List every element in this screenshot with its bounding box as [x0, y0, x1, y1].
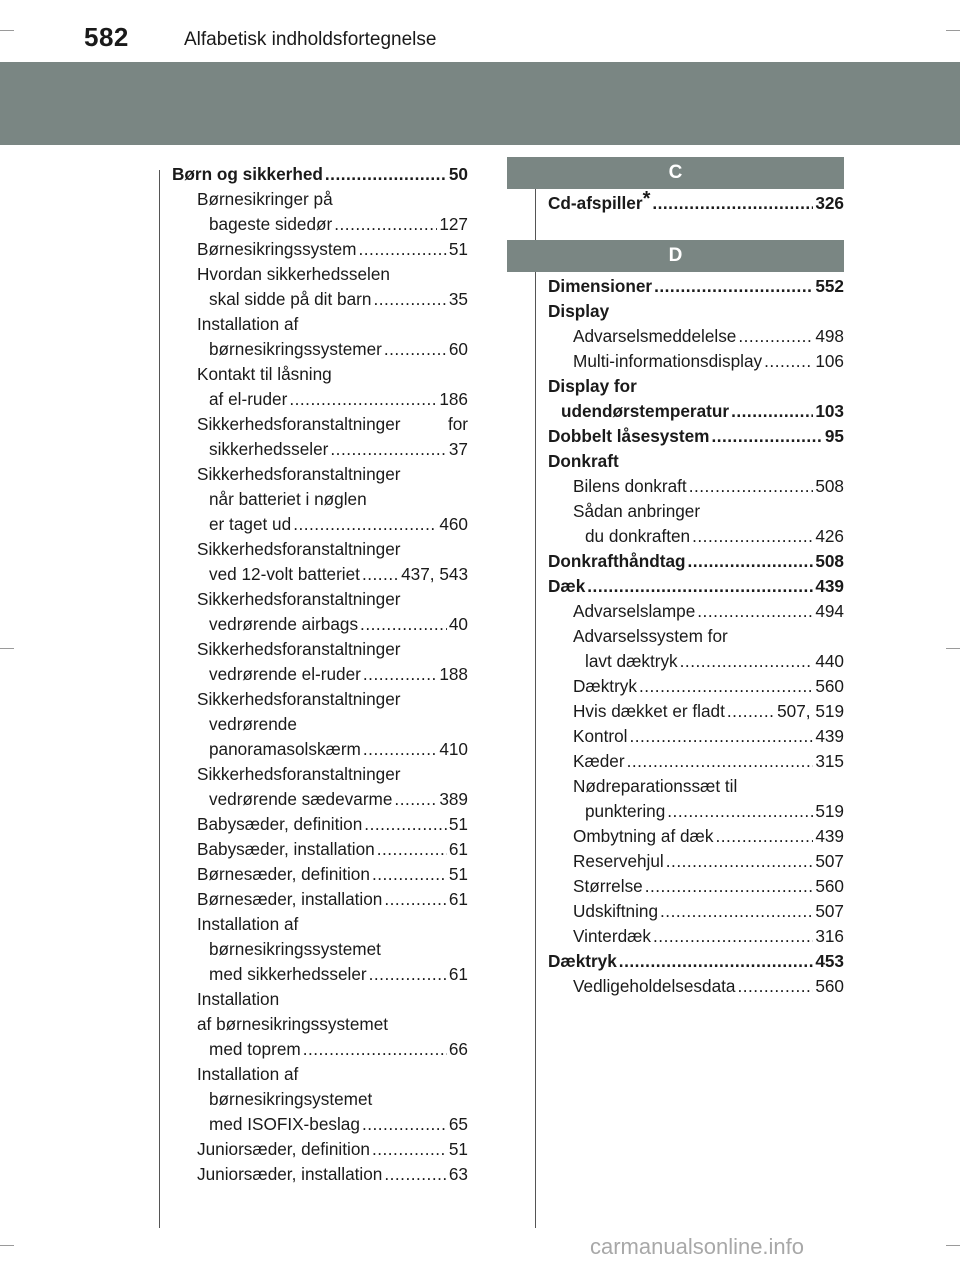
dot-leader [680, 649, 814, 674]
entry-term: Børn og sikkerhed [172, 164, 323, 184]
entry-term: børnesikringssystemer [209, 339, 382, 359]
entry-term: sikkerhedsseler [209, 439, 329, 459]
crop-mark [0, 1245, 14, 1246]
index-entry [548, 849, 844, 874]
dot-leader [587, 574, 813, 599]
index-entry [548, 274, 844, 299]
index-subheading: børnesikringsystemet [209, 1089, 373, 1109]
entry-page-number: 507 [815, 901, 844, 921]
dot-leader [394, 787, 437, 812]
dot-leader [360, 612, 447, 637]
entry-term: udendørstemperatur [561, 401, 730, 421]
entry-page-number: 315 [815, 751, 844, 771]
index-entry [172, 837, 468, 862]
entry-page-number: 51 [448, 239, 468, 259]
index-entry [548, 549, 844, 574]
index-subheading: Advarselssystem for [573, 626, 728, 646]
dot-leader [715, 824, 813, 849]
entry-term: for [447, 414, 468, 434]
index-subheading: Hvordan sikkerhedsselen [197, 264, 390, 284]
entry-term: Udskiftning [573, 901, 659, 921]
entry-page-number: 552 [815, 276, 844, 296]
index-subheading: Installation [197, 989, 280, 1009]
index-entry [172, 737, 468, 762]
index-entry [172, 862, 468, 887]
dot-leader [384, 887, 447, 912]
index-subheading: Sikkerhedsforanstaltninger [197, 589, 401, 609]
entry-page-number: 186 [439, 389, 468, 409]
index-entry [172, 162, 468, 187]
dot-leader [384, 1162, 447, 1187]
index-entry [548, 674, 844, 699]
entry-term: Ombytning af dæk [573, 826, 714, 846]
entry-term: vedrørende el-ruder [209, 664, 361, 684]
entry-page-number: 439 [815, 576, 844, 596]
dot-leader [653, 924, 813, 949]
entry-page-number: 437, 543 [401, 564, 468, 584]
crop-mark [946, 648, 960, 649]
entry-page-number: 37 [448, 439, 468, 459]
page-header [0, 0, 960, 62]
dot-leader [289, 387, 437, 412]
entry-term: ved 12-volt batteriet [209, 564, 360, 584]
entry-page-number: 66 [448, 1039, 468, 1059]
watermark: carmanualsonline.info [590, 1234, 805, 1259]
index-entry [172, 412, 468, 437]
index-entry [548, 924, 844, 949]
index-entry [548, 349, 844, 374]
entry-term: Reservehjul [573, 851, 664, 871]
left-index-column [172, 162, 468, 1187]
page-number: 582 [84, 22, 129, 52]
dot-leader [652, 191, 813, 216]
index-entry [172, 887, 468, 912]
dot-leader [619, 949, 814, 974]
index-entry [172, 387, 468, 412]
dot-leader [688, 549, 814, 574]
entry-page-number: 439 [815, 726, 844, 746]
entry-term: punktering [585, 801, 666, 821]
index-entry [548, 649, 844, 674]
index-subheading: Installation af [197, 1064, 299, 1084]
index-entry [548, 474, 844, 499]
dot-leader [692, 524, 813, 549]
crop-mark [946, 30, 960, 31]
entry-page-number: 51 [448, 814, 468, 834]
dot-leader [629, 724, 813, 749]
dot-leader [303, 1037, 447, 1062]
dot-leader [334, 212, 437, 237]
index-subheading: Sikkerhedsforanstaltninger [197, 639, 401, 659]
index-entry [548, 899, 844, 924]
dot-leader [667, 799, 813, 824]
entry-term: Børnesæder, definition [197, 864, 370, 884]
entry-term: bageste sidedør [209, 214, 333, 234]
index-entry [172, 437, 468, 462]
entry-page-number: 51 [448, 864, 468, 884]
entry-term: skal sidde på dit barn [209, 289, 372, 309]
index-entry [172, 1162, 468, 1187]
entry-term: Juniorsæder, definition [197, 1139, 370, 1159]
dot-leader [727, 699, 775, 724]
entry-page-number: 560 [815, 876, 844, 896]
index-entry: Cd-afspiller * ..... 326 [548, 191, 844, 216]
entry-term: du donkraften [585, 526, 691, 546]
index-entry [548, 724, 844, 749]
entry-term: med ISOFIX-beslag [209, 1114, 360, 1134]
entry-term: Hvis dækket er fladt [573, 701, 725, 721]
crop-mark [946, 1245, 960, 1246]
index-subheading: Display [548, 301, 610, 321]
dot-leader [737, 974, 813, 999]
entry-page-number: 507, 519 [777, 701, 844, 721]
entry-term: Multi-informationsdisplay [573, 351, 763, 371]
index-entry [172, 1037, 468, 1062]
letter-section-header: C [507, 157, 844, 189]
entry-term: Børnesikringssystem [197, 239, 357, 259]
dot-leader [627, 749, 814, 774]
dot-leader [660, 899, 813, 924]
index-entry [548, 749, 844, 774]
dot-leader [325, 162, 447, 187]
dot-leader [363, 662, 437, 687]
dot-leader [639, 674, 813, 699]
entry-term: Sikkerhedsforanstaltninger [197, 414, 401, 434]
index-entry [172, 1112, 468, 1137]
dot-leader [362, 562, 399, 587]
column-divider-left [159, 170, 160, 1228]
entry-page-number: 426 [815, 526, 844, 546]
index-subheading: Nødreparationssæt til [573, 776, 738, 796]
entry-page-number: 460 [439, 514, 468, 534]
entry-term: af el-ruder [209, 389, 288, 409]
index-entry [548, 949, 844, 974]
entry-term: Babysæder, installation [197, 839, 375, 859]
index-entry [548, 974, 844, 999]
letter-section-header: D [507, 240, 844, 272]
entry-page-number: 507 [815, 851, 844, 871]
index-entry [172, 787, 468, 812]
dot-leader [330, 437, 446, 462]
entry-term: Cd-afspiller [548, 193, 643, 213]
index-entry [172, 337, 468, 362]
entry-page-number: 519 [815, 801, 844, 821]
entry-term: Vinterdæk [573, 926, 652, 946]
entry-page-number: 63 [448, 1164, 468, 1184]
index-subheading: Installation af [197, 314, 299, 334]
index-subheading: Donkraft [548, 451, 619, 471]
dot-leader [711, 424, 822, 449]
entry-page-number: 316 [815, 926, 844, 946]
index-entry [172, 212, 468, 237]
index-subheading: når batteriet i nøglen [209, 489, 367, 509]
dot-leader [377, 837, 447, 862]
index-entry [172, 812, 468, 837]
entry-page-number: 35 [448, 289, 468, 309]
index-subheading: Sikkerhedsforanstaltninger [197, 764, 401, 784]
entry-term: vedrørende airbags [209, 614, 359, 634]
index-entry [548, 399, 844, 424]
dot-leader [293, 512, 437, 537]
crop-mark [0, 30, 14, 31]
entry-page-number: 410 [439, 739, 468, 759]
header-band [0, 62, 960, 145]
dot-leader [645, 874, 814, 899]
index-entry [548, 524, 844, 549]
entry-page-number: 188 [439, 664, 468, 684]
dot-leader [373, 287, 446, 312]
index-subheading: Display for [548, 376, 637, 396]
entry-page-number: 494 [815, 601, 844, 621]
entry-term: lavt dæktryk [585, 651, 678, 671]
letter-section-body [507, 189, 844, 216]
dot-leader [666, 849, 814, 874]
entry-term: Børnesæder, installation [197, 889, 383, 909]
dot-leader [372, 862, 447, 887]
entry-page-number: 106 [815, 351, 844, 371]
index-entry [172, 562, 468, 587]
entry-page-number: 103 [815, 401, 844, 421]
index-entry [548, 824, 844, 849]
entry-term: Advarselslampe [573, 601, 696, 621]
index-entry [548, 574, 844, 599]
section-title: Alfabetisk indholdsfortegnelse [184, 29, 437, 50]
entry-term: Donkrafthåndtag [548, 551, 686, 571]
entry-term: Dimensioner [548, 276, 653, 296]
index-entry [548, 424, 844, 449]
entry-page-number: 560 [815, 976, 844, 996]
index-entry [548, 699, 844, 724]
entry-term: er taget ud [209, 514, 292, 534]
index-entry [172, 1137, 468, 1162]
dot-leader [697, 599, 813, 624]
index-subheading: Børnesikringer på [197, 189, 333, 209]
dot-leader [738, 324, 813, 349]
entry-term: panoramasolskærm [209, 739, 361, 759]
index-subheading: Sådan anbringer [573, 501, 701, 521]
entry-page-number: 40 [448, 614, 468, 634]
entry-page-number: 389 [439, 789, 468, 809]
entry-term: Kæder [573, 751, 625, 771]
index-entry [548, 799, 844, 824]
dot-leader [364, 812, 447, 837]
index-subheading: Kontakt til låsning [197, 364, 332, 384]
entry-page-number: 61 [448, 889, 468, 909]
index-entry [172, 962, 468, 987]
index-subheading: børnesikringssystemet [209, 939, 381, 959]
index-entry [548, 599, 844, 624]
entry-page-number: 326 [815, 193, 844, 213]
entry-term: med sikkerhedsseler [209, 964, 367, 984]
index-subheading: Sikkerhedsforanstaltninger [197, 689, 401, 709]
entry-term: Kontrol [573, 726, 628, 746]
entry-term: med toprem [209, 1039, 301, 1059]
index-subheading: Installation af [197, 914, 299, 934]
index-entry [172, 662, 468, 687]
entry-page-number: 60 [448, 339, 468, 359]
entry-term: Dobbelt låsesystem [548, 426, 710, 446]
entry-page-number: 560 [815, 676, 844, 696]
entry-term: Dæktryk [573, 676, 637, 696]
entry-page-number: 127 [439, 214, 468, 234]
right-index-column [507, 157, 844, 999]
entry-page-number: 440 [815, 651, 844, 671]
entry-page-number: 51 [448, 1139, 468, 1159]
entry-page-number: 453 [815, 951, 844, 971]
entry-page-number: 439 [815, 826, 844, 846]
entry-page-number: 498 [815, 326, 844, 346]
dot-leader [764, 349, 813, 374]
entry-page-number: 508 [815, 551, 844, 571]
index-entry [172, 512, 468, 537]
index-subheading: Sikkerhedsforanstaltninger [197, 464, 401, 484]
entry-term: Dæk [548, 576, 586, 596]
dot-leader [372, 1137, 447, 1162]
entry-term: Størrelse [573, 876, 643, 896]
dot-leader [363, 737, 437, 762]
entry-term: Bilens donkraft [573, 476, 687, 496]
dot-leader [384, 337, 447, 362]
index-entry [548, 874, 844, 899]
index-entry [172, 237, 468, 262]
entry-term: Dæktryk [548, 951, 617, 971]
dot-leader [362, 1112, 447, 1137]
entry-term: Babysæder, definition [197, 814, 363, 834]
dot-leader [359, 237, 447, 262]
crop-mark [0, 648, 14, 649]
entry-page-number: 50 [448, 164, 468, 184]
entry-page-number: 65 [448, 1114, 468, 1134]
index-entry [172, 287, 468, 312]
index-subheading: af børnesikringssystemet [197, 1014, 389, 1034]
entry-term: Advarselsmeddelelse [573, 326, 737, 346]
entry-page-number: 95 [824, 426, 844, 446]
entry-page-number: 61 [448, 839, 468, 859]
index-entry [548, 324, 844, 349]
dot-leader [654, 274, 813, 299]
dot-leader [731, 399, 813, 424]
index-subheading: Sikkerhedsforanstaltninger [197, 539, 401, 559]
entry-page-number: 61 [448, 964, 468, 984]
entry-term: Vedligeholdelsesdata [573, 976, 736, 996]
index-subheading: vedrørende [209, 714, 297, 734]
index-entry [172, 612, 468, 637]
entry-term: vedrørende sædevarme [209, 789, 393, 809]
dot-leader [369, 962, 447, 987]
entry-page-number: 508 [815, 476, 844, 496]
letter-section-body [507, 272, 844, 999]
dot-leader [689, 474, 814, 499]
entry-term: Juniorsæder, installation [197, 1164, 383, 1184]
